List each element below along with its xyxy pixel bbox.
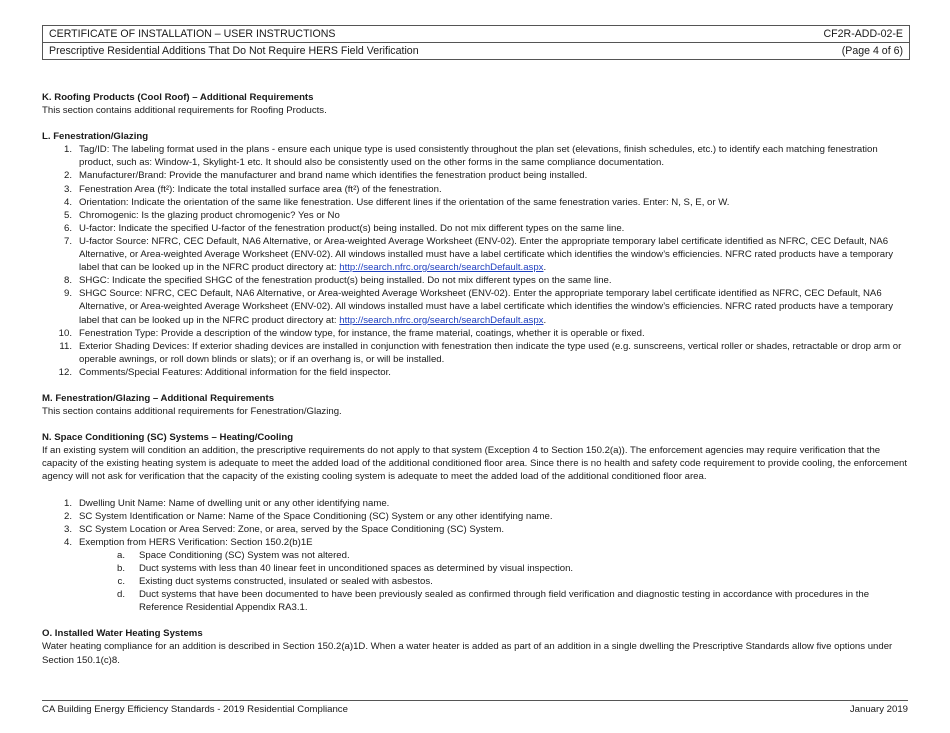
item-text: Exterior Shading Devices: If exterior shading devices are installed in conjunction with fenestration then indicate the type used (e.g. sunscreens, vertical roller or shades, retractable or drop arm or operable awnings, or roll down blinds or slats); or if an overhang is, or will be installed.	[79, 340, 902, 365]
footer-standards: CA Building Energy Efficiency Standards - 2019 Residential Compliance	[42, 704, 348, 715]
item-text-block	[79, 235, 908, 274]
item-number: 3.	[63, 183, 72, 195]
sub-item-letter: a.	[116, 549, 125, 561]
nfrc-directory-link[interactable]: http://search.nfrc.org/search/searchDefault.aspx	[339, 314, 544, 326]
item-text-block	[79, 222, 908, 235]
item-number: 12.	[58, 366, 72, 378]
item-number: 3.	[63, 523, 72, 535]
section-m	[42, 392, 908, 418]
item-text-block	[79, 169, 908, 182]
section-o-title: O. Installed Water Heating Systems	[42, 628, 203, 640]
list-item	[42, 287, 908, 326]
item-text: Fenestration Type: Provide a description of the window type, for instance, the frame material, coatings, whether it is operable or fixed.	[79, 327, 645, 339]
item-text-block	[79, 536, 908, 549]
header-row-title	[43, 26, 909, 42]
section-k-title: K. Roofing Products (Cool Roof) – Additional Requirements	[42, 92, 314, 103]
fenestration-list	[42, 143, 908, 379]
sub-item-text: Space Conditioning (SC) System was not altered.	[139, 549, 350, 561]
list-item	[42, 366, 908, 379]
item-number: 1.	[63, 144, 72, 156]
form-subtitle: Prescriptive Residential Additions That Do Not Require HERS Field Verification	[49, 45, 419, 57]
item-text: Dwelling Unit Name: Name of dwelling unit or any other identifying name.	[79, 497, 390, 509]
list-item	[42, 340, 908, 366]
list-item	[42, 274, 908, 287]
item-text: SHGC: Indicate the specified SHGC of the fenestration product(s) being installed. Do not mix different types on the same line.	[79, 275, 612, 287]
item-number: 4.	[63, 196, 72, 208]
sub-list-item	[42, 549, 908, 562]
list-item	[42, 497, 908, 510]
form-title: CERTIFICATE OF INSTALLATION – USER INSTRUCTIONS	[49, 28, 336, 40]
item-text: Chromogenic: Is the glazing product chromogenic? Yes or No	[79, 209, 340, 221]
section-o	[42, 627, 908, 666]
item-text-block	[79, 523, 908, 536]
section-m-title: M. Fenestration/Glazing – Additional Requirements	[42, 392, 275, 404]
list-item	[42, 523, 908, 536]
item-text-block	[79, 183, 908, 196]
sub-item-text: Existing duct systems constructed, insulated or sealed with asbestos.	[139, 576, 433, 588]
list-item	[42, 183, 908, 196]
sub-item-text: Duct systems that have been documented to have been previously sealed as confirmed through field verification and diagnostic testing in accordance with procedures in the Reference Residential Appendix RA3.1.	[139, 589, 870, 614]
item-text-block	[79, 143, 908, 169]
item-text-block	[79, 274, 908, 287]
section-n-body: If an existing system will condition an addition, the prescriptive requirements do not apply to that system (Exception 4 to Section 150.2(a)). The enforcement agencies may require verification that the capacity of the existing heating system is adequate to meet the added load of the additional conditioned floor area. Since there is no health and safety code requirement to provide cooling, the enforcement agency will not ask for verification that the capacity of the existing cooling system is adequate to meet the added load of the additional conditioned floor area.	[42, 445, 908, 483]
section-k	[42, 91, 908, 117]
item-text: Manufacturer/Brand: Provide the manufacturer and brand name which identifies the fenestration product being installed.	[79, 170, 588, 182]
list-item	[42, 169, 908, 182]
item-text: Orientation: Indicate the orientation of the same like fenestration. Use different lines if the orientation of the same fenestration varies. Enter: N, S, E, or W.	[79, 196, 730, 208]
section-o-body: Water heating compliance for an addition is described in Section 150.2(a)1D. When a water heater is added as part of an addition in a single dwelling the Prescriptive Standards allow five options under Section 150.1(c)8.	[42, 641, 893, 666]
sub-item-letter: b.	[116, 563, 125, 574]
item-number: 6.	[63, 222, 72, 234]
item-number: 8.	[63, 275, 72, 287]
item-number: 2.	[63, 170, 72, 182]
section-k-body: This section contains additional requirements for Roofing Products.	[42, 105, 327, 117]
item-number: 7.	[63, 235, 72, 247]
item-text-block	[79, 209, 908, 222]
item-number: 5.	[63, 209, 72, 221]
item-text: SC System Identification or Name: Name of the Space Conditioning (SC) System or any other identifying name.	[79, 510, 553, 522]
sub-list-item	[42, 588, 908, 614]
item-text-block	[79, 497, 908, 510]
item-text: SC System Location or Area Served: Zone, or area, served by the Space Conditioning (SC) System.	[79, 523, 504, 535]
list-item	[42, 143, 908, 169]
item-number: 9.	[63, 288, 72, 300]
item-text-block	[79, 366, 908, 379]
item-number: 11.	[59, 340, 72, 352]
sub-item-text: Duct systems with less than 40 linear feet in unconditioned spaces as determined by visual inspection.	[139, 563, 574, 574]
item-number: 10.	[58, 327, 72, 339]
section-l-title: L. Fenestration/Glazing	[42, 131, 149, 143]
list-item	[42, 510, 908, 523]
item-text: U-factor: Indicate the specified U-factor of the fenestration product(s) being installed. Do not mix different types on the same line.	[79, 222, 625, 234]
item-text-block	[79, 510, 908, 523]
section-n-title: N. Space Conditioning (SC) Systems – Heating/Cooling	[42, 432, 294, 444]
item-text: Fenestration Area (ft²): Indicate the total installed surface area (ft²) of the fenestration.	[79, 183, 442, 195]
instructions-body	[42, 91, 908, 667]
item-text: Tag/ID: The labeling format used in the plans - ensure each unique type is used consistently throughout the plan set (elevations, finish schedules, etc.) to identify each matching fenestration product, such as: Window-1, Skylight-1 etc. It should also be consistently used on the other forms in the same compliance documentation.	[79, 144, 878, 169]
item-number: 2.	[63, 510, 72, 522]
list-item	[42, 196, 908, 209]
item-text: Exemption from HERS Verification: Section 150.2(b)1E	[79, 536, 313, 548]
list-item	[42, 327, 908, 340]
item-text-block	[79, 327, 908, 340]
form-header	[42, 25, 910, 60]
page-footer	[42, 700, 908, 715]
item-text-end: .	[543, 314, 547, 326]
space-conditioning-list	[42, 497, 908, 549]
item-number: 1.	[63, 497, 72, 509]
list-item	[42, 536, 908, 549]
item-text: SHGC Source: NFRC, CEC Default, NA6 Alternative, or Area-weighted Average Worksheet (ENV-02). Enter the appropriate temporary label certificate identified as NFRC, CEC Default, NA6 Alternative, or Area-weighted Average Worksheet (ENV-02). All windows installed must have a label certificate which identifies the window’s efficiencies. NFRC rated products have a temporary label that can be looked up in the NFRC product directory at:	[79, 288, 894, 326]
item-text-end: .	[543, 262, 547, 274]
list-item	[42, 222, 908, 235]
footer-date: January 2019	[849, 704, 908, 715]
section-n	[42, 431, 908, 614]
item-number: 4.	[63, 536, 72, 548]
item-text-block	[79, 340, 908, 366]
section-m-body: This section contains additional requirements for Fenestration/Glazing.	[42, 406, 342, 418]
item-text: U-factor Source: NFRC, CEC Default, NA6 Alternative, or Area-weighted Average Worksheet (ENV-02). Enter the appropriate temporary label certificate identified as NFRC, CEC Default, NA6 Alternative, or Area-weighted Average Worksheet (ENV-02). All windows installed must have a label certificate which identifies the window’s efficiencies. NFRC rated products have a temporary label that can be looked up in the NFRC product directory at:	[79, 235, 894, 274]
sub-list-item	[42, 562, 908, 575]
sub-item-letter: c.	[117, 576, 125, 588]
form-code: CF2R-ADD-02-E	[823, 28, 903, 40]
item-text-block	[79, 287, 908, 326]
page-number: (Page 4 of 6)	[841, 45, 903, 57]
header-row-subtitle	[43, 42, 909, 59]
list-item	[42, 235, 908, 274]
nfrc-directory-link[interactable]: http://search.nfrc.org/search/searchDefault.aspx	[339, 262, 544, 274]
exemption-sublist	[42, 549, 908, 614]
sub-list-item	[42, 575, 908, 588]
item-text: Comments/Special Features: Additional information for the field inspector.	[79, 366, 391, 378]
sub-item-letter: d.	[116, 589, 125, 601]
item-text-block	[79, 196, 908, 209]
list-item	[42, 209, 908, 222]
section-l	[42, 130, 908, 379]
